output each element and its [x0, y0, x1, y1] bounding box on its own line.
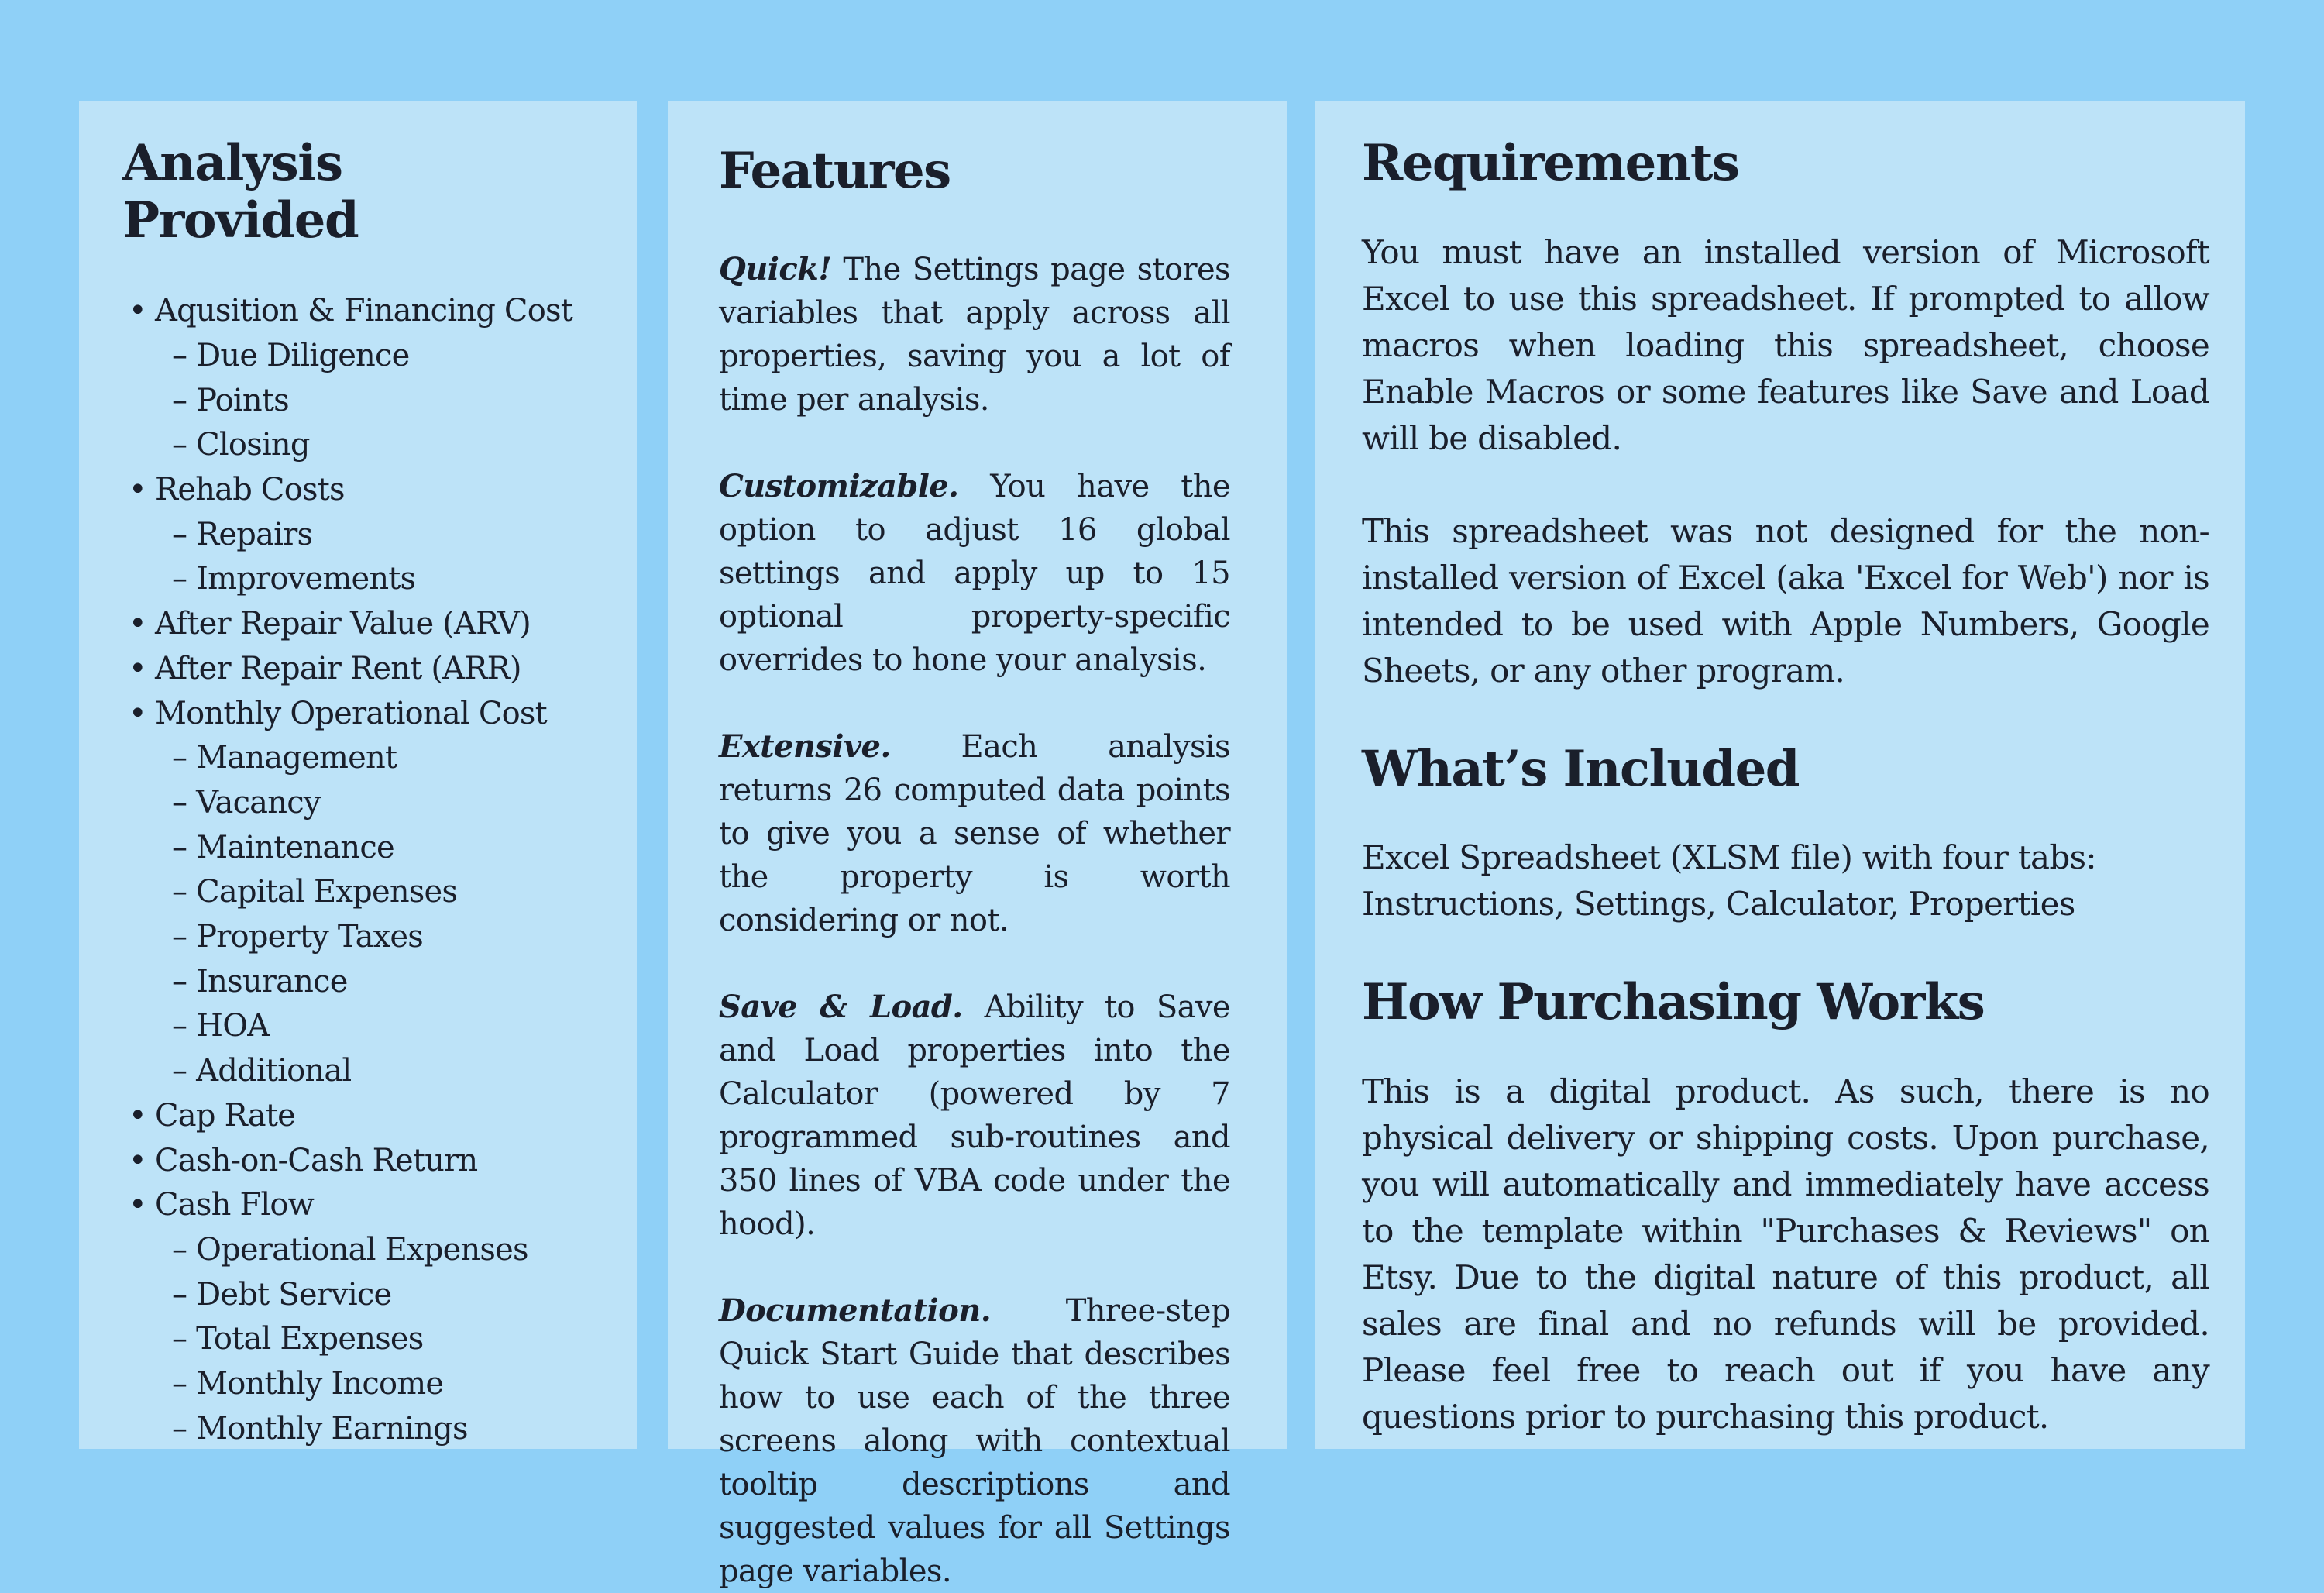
requirements-paragraph-1: You must have an installed version of Microsoft Excel to use this spreadsheet. If prompted to allow macros when loading this spreadsheet, choose Enable Macros or some features like Save and Load will be disabled. — [1362, 232, 2209, 457]
analysis-subitem: – Capital Expenses — [172, 874, 458, 910]
included-text — [1362, 834, 2209, 927]
feature-item — [719, 1289, 1230, 1593]
analysis-subitem: – Insurance — [172, 963, 348, 999]
features-title: Features — [719, 142, 951, 200]
analysis-list — [122, 289, 593, 1451]
analysis-subitem: – Repairs — [172, 516, 313, 552]
analysis-item: • Cash Flow — [122, 1183, 593, 1228]
included-line-1: Excel Spreadsheet (XLSM file) with four tabs: — [1362, 838, 2096, 877]
analysis-subitem: – Closing — [172, 427, 310, 463]
analysis-subitem: – HOA — [172, 1008, 270, 1044]
feature-lead: Documentation. — [719, 1292, 992, 1329]
analysis-subitem: – Additional — [172, 1053, 352, 1089]
purchasing-paragraph: This is a digital product. As such, there is no physical delivery or shipping costs. Upon purchase, you will automatically and immediately have access to the template within "Purchases & Reviews" on Etsy. Due to the digital nature of this product, all sales are final and no refunds will be provided. Please feel free to reach out if you have any questions prior to purchasing this product. — [1362, 1072, 2209, 1436]
feature-body: The Settings page stores variables that apply across all properties, saving you a lot of time per analysis. — [719, 251, 1230, 418]
analysis-subitem: – Improvements — [172, 561, 416, 597]
requirements-title: Requirements — [1362, 134, 1739, 192]
feature-lead: Quick! — [719, 250, 832, 287]
features-list — [719, 248, 1230, 1593]
analysis-subitem: – Vacancy — [172, 784, 321, 821]
feature-item — [719, 465, 1230, 682]
analysis-item: • Cap Rate — [122, 1094, 593, 1139]
analysis-item: • Rehab Costs — [122, 468, 593, 513]
analysis-subitem: – Due Diligence — [172, 337, 410, 373]
feature-item — [719, 725, 1230, 942]
analysis-title: Analysis Provided — [122, 134, 359, 249]
analysis-item: • Aqusition & Financing Cost — [122, 289, 593, 334]
analysis-subitem: – Points — [172, 382, 289, 418]
feature-lead: Customizable. — [719, 467, 959, 504]
analysis-item: • After Repair Rent (ARR) — [122, 647, 593, 692]
analysis-subitem: – Debt Service — [172, 1276, 392, 1313]
analysis-item: • After Repair Value (ARV) — [122, 602, 593, 647]
analysis-item: • Monthly Operational Cost — [122, 692, 593, 737]
feature-body: You have the option to adjust 16 global settings and apply up to 15 optional property-specific overrides to hone your analysis. — [719, 468, 1230, 678]
analysis-panel — [79, 101, 637, 1449]
feature-lead: Extensive. — [719, 728, 891, 765]
feature-body: Ability to Save and Load properties into the Calculator (powered by 7 programmed sub-routines and 350 lines of VBA code under the hood). — [719, 989, 1230, 1242]
included-line-2: Instructions, Settings, Calculator, Properties — [1362, 885, 2075, 924]
feature-item — [719, 248, 1230, 421]
analysis-subitem: – Operational Expenses — [172, 1231, 528, 1268]
analysis-subitem: – Property Taxes — [172, 919, 423, 955]
analysis-subitem: – Monthly Earnings — [172, 1410, 468, 1447]
analysis-subitem: – Total Expenses — [172, 1321, 424, 1357]
features-panel — [668, 101, 1287, 1589]
analysis-subitem: – Monthly Income — [172, 1366, 444, 1402]
analysis-subitem: – Maintenance — [172, 829, 394, 865]
feature-body: Each analysis returns 26 computed data points to give you a sense of whether the property is worth considering or not. — [719, 728, 1230, 938]
feature-item — [719, 986, 1230, 1246]
feature-lead: Save & Load. — [719, 988, 963, 1025]
analysis-item: • Cash-on-Cash Return — [122, 1139, 593, 1184]
included-title: What’s Included — [1362, 739, 1800, 798]
analysis-subitem: – Management — [172, 740, 397, 776]
feature-body: Three-step Quick Start Guide that describes how to use each of the three screens along with contextual tooltip descriptions and suggested values for all Settings page variables. — [719, 1292, 1230, 1589]
purchasing-title: How Purchasing Works — [1362, 973, 1985, 1032]
info-panel — [1315, 101, 2245, 1449]
requirements-paragraph-2: This spreadsheet was not designed for the non-installed version of Excel (aka 'Excel for Web') nor is intended to be used with Apple Numbers, Google Sheets, or any other program. — [1362, 511, 2209, 690]
